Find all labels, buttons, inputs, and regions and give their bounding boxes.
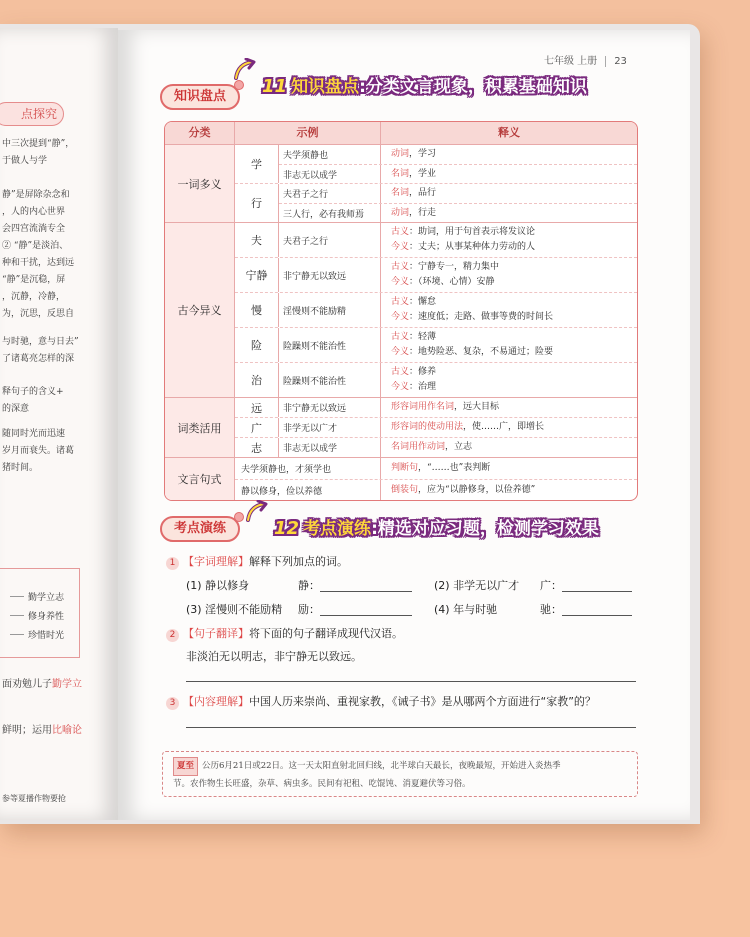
meaning-line [391, 260, 637, 275]
solar-term-box [162, 751, 638, 797]
meaning-line [391, 420, 637, 435]
table-group [165, 397, 637, 457]
meaning-tag: 今义 [391, 347, 410, 357]
word-subgroup [235, 417, 637, 437]
word-subgroup [235, 327, 637, 362]
question-1-item-1: (1) 静以修身 [186, 579, 250, 592]
example-cell: 夫学须静也 [279, 145, 381, 164]
table-group [165, 144, 637, 222]
meaning-line [391, 186, 637, 201]
left-line-1: 面劝勉儿子勤学立 [2, 679, 82, 690]
meaning-text: ，行走 [409, 207, 437, 218]
left-text-block-4 [2, 426, 112, 477]
meaning-tag: 今义 [391, 277, 410, 287]
word-cell: 慢 [235, 293, 279, 327]
left-text-line: 为，沉思，反思自 [2, 309, 75, 319]
meaning-tag: 古义 [391, 367, 410, 377]
left-section-tag: 点探究 [0, 102, 64, 126]
word-rows [279, 438, 637, 457]
word-rows [279, 328, 637, 362]
meaning-text: ：修养 [409, 367, 437, 377]
word-rows [279, 223, 637, 257]
header-example: 示例 [235, 122, 381, 144]
table-row [279, 258, 637, 292]
word-rows [279, 145, 637, 183]
page-number: 23 [605, 56, 627, 67]
meaning-line [391, 345, 637, 360]
meaning-cell [381, 293, 637, 327]
left-text-line: 随同时光而迅速 [2, 429, 66, 439]
example-cell: 险躁则不能治性 [279, 328, 381, 362]
left-text-block-1 [2, 136, 112, 323]
meaning-cell [381, 480, 637, 500]
table-row [235, 458, 637, 479]
meaning-cell [381, 458, 637, 479]
left-text-line: 的深意 [2, 404, 30, 414]
callout-knowledge: 11 知识盘点:分类文言现象，积累基础知识 [262, 76, 587, 97]
word-cell: 广 [235, 418, 279, 437]
left-text-line: 猪时间。 [2, 463, 39, 473]
meaning-tag: 名词 [391, 188, 410, 198]
meaning-tag: 倒装句 [391, 484, 419, 495]
meaning-tag: 形容词的使动用法 [391, 422, 464, 432]
left-text-line: 会四宫流淌专全 [2, 224, 66, 234]
left-page [0, 28, 118, 820]
question-1-item-1-word: 静： [298, 579, 320, 592]
word-subgroup [235, 437, 637, 457]
meaning-line [391, 275, 637, 290]
meaning-cell [381, 258, 637, 292]
meaning-text: ：速度低；走路、做事等费的时间长 [409, 312, 554, 322]
meaning-line [391, 400, 637, 415]
meaning-text: ，使……广，即增长 [463, 422, 545, 432]
example-cell: 非宁静无以致远 [279, 258, 381, 292]
question-1-item-3: (3) 淫慢则不能励精 [186, 603, 283, 616]
meaning-line [391, 461, 637, 476]
meaning-text: ：（环境、心情）安静 [409, 277, 495, 287]
word-subgroup [235, 362, 637, 397]
table-row [279, 164, 637, 183]
table-group [165, 222, 637, 397]
meaning-line [391, 225, 637, 240]
meaning-text: ，学习 [409, 149, 437, 159]
example-cell: 险躁则不能治性 [279, 363, 381, 397]
page-header [544, 52, 627, 67]
left-text-line: ，人的内心世界 [2, 207, 66, 217]
meaning-tag: 动词 [391, 207, 410, 218]
word-rows [279, 418, 637, 437]
meaning-text: ：宁静专一，精力集中 [409, 262, 500, 272]
group-body [235, 223, 637, 397]
section-badge-knowledge: 知识盘点 [160, 84, 240, 110]
meaning-tag: 古义 [391, 332, 410, 342]
tree-item: 珍惜时光 [28, 631, 65, 641]
left-text-line: 于做人与学 [2, 156, 48, 166]
meaning-tag: 判断句 [391, 463, 419, 473]
word-rows [279, 363, 637, 397]
left-text-line: “静”是沉稳，屏 [2, 275, 66, 285]
curved-arrow-icon [232, 58, 258, 82]
badge-dot-icon [234, 512, 244, 522]
meaning-line [391, 310, 637, 325]
word-cell: 学 [235, 145, 279, 183]
table-row [279, 418, 637, 437]
meaning-cell [381, 438, 637, 457]
word-cell: 志 [235, 438, 279, 457]
meaning-tag: 古义 [391, 227, 410, 237]
example-cell: 静以修身，俭以养德 [235, 480, 381, 500]
answer-blank[interactable] [562, 615, 632, 616]
solar-term-line-2: 节。农作物生长旺盛，杂草、病虫多。民间有祀租、吃馄饨、消夏避伏等习俗。 [173, 779, 471, 789]
word-cell: 治 [235, 363, 279, 397]
tree-item: 勤学立志 [28, 593, 65, 603]
table-header [165, 122, 637, 144]
meaning-line [391, 240, 637, 255]
word-cell: 行 [235, 184, 279, 222]
group-body [235, 145, 637, 222]
answer-blank[interactable] [562, 591, 632, 592]
table-row [235, 479, 637, 500]
table-row [279, 184, 637, 203]
meaning-line [391, 206, 637, 221]
meaning-line [391, 440, 637, 455]
meaning-cell [381, 204, 637, 222]
meaning-cell [381, 418, 637, 437]
solar-term-line-1: 公历6月21日或22日。这一天太阳直射北回归线，北半球白天最长，夜晚最短，开始进入炎热季 [202, 761, 561, 771]
question-1-item-2: (2) 非学无以广才 [434, 579, 520, 592]
meaning-line [391, 295, 637, 310]
meaning-tag: 动词 [391, 149, 410, 159]
meaning-line [391, 483, 637, 498]
meaning-text: ，品行 [409, 188, 437, 198]
meaning-tag: 今义 [391, 242, 410, 252]
left-text-line: 与时驰，意与日去” [2, 337, 79, 347]
tree-item: 修身养性 [28, 612, 65, 622]
left-text-line: ② “静”是淡泊、 [2, 241, 69, 251]
meaning-tag: 古义 [391, 297, 410, 307]
meaning-text: ：丈夫；从事某种体力劳动的人 [409, 242, 536, 252]
table-row [279, 223, 637, 257]
meaning-tag: 今义 [391, 312, 410, 322]
word-cell: 宁静 [235, 258, 279, 292]
left-text-line: 了诸葛亮怎样的深 [2, 354, 75, 364]
example-cell: 夫君子之行 [279, 223, 381, 257]
meaning-tag: 形容词用作名词 [391, 402, 455, 412]
question-2-prompt: 2 【句子翻译】将下面的句子翻译成现代汉语。 [166, 625, 403, 642]
word-subgroup [235, 223, 637, 257]
question-1-item-2-word: 广： [540, 579, 562, 592]
header-meaning: 释义 [498, 126, 520, 139]
meaning-line [391, 380, 637, 395]
word-subgroup [235, 183, 637, 222]
group-label: 一词多义 [165, 145, 235, 222]
meaning-tag: 名词用作动词 [391, 442, 446, 452]
meaning-text: ，远大目标 [454, 402, 500, 412]
header-category: 分类 [165, 122, 235, 144]
group-body [235, 458, 637, 500]
solar-term-tag: 夏至 [173, 757, 198, 776]
word-subgroup [235, 145, 637, 183]
meaning-text: ：助词，用于句首表示将发议论 [409, 227, 536, 237]
table-group [165, 457, 637, 500]
question-1-item-4-word: 驰： [540, 603, 562, 616]
meaning-cell [381, 145, 637, 164]
left-bottom-text: 参等夏播作物要抢 [2, 794, 66, 803]
callout-practice: 12 考点演练:精选对应习题，检测学习效果 [274, 518, 599, 539]
example-cell: 非志无以成学 [279, 438, 381, 457]
left-text-line: ，沉静，冷静， [2, 292, 66, 302]
question-2-sentence: 非淡泊无以明志，非宁静无以致远。 [186, 650, 362, 663]
word-rows [279, 184, 637, 222]
question-number: 2 [166, 629, 179, 642]
table-row [279, 293, 637, 327]
left-text-line: 中三次提到“静”， [2, 139, 75, 149]
question-number: 3 [166, 697, 179, 710]
question-3-prompt: 3 【内容理解】中国人历来崇尚、重视家教，《诫子书》是从哪两个方面进行“家教”的？ [166, 693, 596, 710]
meaning-cell [381, 398, 637, 417]
left-text-line: 岁月而衰失。诸葛 [2, 446, 75, 456]
meaning-line [391, 330, 637, 345]
left-text-line: 释句子的含义+ [2, 387, 64, 397]
word-rows [279, 258, 637, 292]
example-cell: 非宁静无以致远 [279, 398, 381, 417]
table-row [279, 145, 637, 164]
meaning-cell [381, 165, 637, 183]
meaning-line [391, 147, 637, 162]
meaning-text: ：轻薄 [409, 332, 437, 342]
left-text-block-3 [2, 384, 112, 418]
left-tree-diagram [10, 588, 110, 648]
meaning-line [391, 167, 637, 182]
meaning-cell [381, 223, 637, 257]
example-cell: 三人行，必有我师焉 [279, 204, 381, 222]
example-cell: 夫君子之行 [279, 184, 381, 203]
group-label: 词类活用 [165, 398, 235, 457]
left-text-line: 静”是屏除杂念和 [2, 190, 70, 200]
word-rows [279, 293, 637, 327]
table-row [279, 438, 637, 457]
meaning-cell [381, 184, 637, 203]
curved-arrow-icon [244, 500, 270, 524]
answer-blank[interactable] [320, 615, 412, 616]
example-cell: 夫学须静也，才须学也 [235, 458, 381, 479]
meaning-text: ：地势险恶、复杂，不易通过；险要 [409, 347, 554, 357]
meaning-tag: 名词 [391, 168, 410, 179]
meaning-tag: 古义 [391, 262, 410, 272]
example-cell: 淫慢则不能励精 [279, 293, 381, 327]
word-subgroup [235, 398, 637, 417]
knowledge-table [164, 121, 638, 501]
group-body [235, 398, 637, 457]
word-subgroup [235, 257, 637, 292]
example-cell: 非学无以广才 [279, 418, 381, 437]
meaning-text: ：治理 [409, 382, 437, 392]
meaning-tag: 今义 [391, 382, 410, 392]
group-label: 古今异义 [165, 223, 235, 397]
left-text-line: 种和干扰，达到远 [2, 258, 75, 268]
question-1-prompt: 1 【字词理解】解释下列加点的词。 [166, 553, 348, 570]
meaning-text: ，“……也”表判断 [418, 463, 491, 473]
answer-blank[interactable] [320, 591, 412, 592]
word-cell: 夫 [235, 223, 279, 257]
meaning-text: ，学业 [409, 168, 437, 179]
answer-line[interactable] [186, 727, 636, 728]
grade-label: 七年级 上册 [544, 56, 598, 67]
table-body [165, 144, 637, 500]
word-subgroup [235, 292, 637, 327]
table-row [279, 203, 637, 222]
question-1-item-4: (4) 年与时驰 [434, 603, 498, 616]
left-text-block-2 [2, 334, 112, 368]
meaning-cell [381, 363, 637, 397]
group-label: 文言句式 [165, 458, 235, 500]
table-row [279, 363, 637, 397]
meaning-cell [381, 328, 637, 362]
question-number: 1 [166, 557, 179, 570]
meaning-text: ，立志 [445, 442, 473, 452]
meaning-line [391, 365, 637, 380]
meaning-text: ：懈怠 [409, 297, 437, 307]
table-row [279, 328, 637, 362]
question-1-item-3-word: 励： [298, 603, 320, 616]
word-rows [279, 398, 637, 417]
example-cell: 非志无以成学 [279, 165, 381, 183]
section-badge-practice: 考点演练 [160, 516, 240, 542]
meaning-text: ，应为“以静修身，以俭养德” [418, 484, 536, 495]
left-line-2: 鲜明；运用比喻论 [2, 725, 82, 736]
word-cell: 远 [235, 398, 279, 417]
answer-line[interactable] [186, 681, 636, 682]
word-cell: 险 [235, 328, 279, 362]
table-row [279, 398, 637, 417]
left-text-line [2, 170, 112, 187]
